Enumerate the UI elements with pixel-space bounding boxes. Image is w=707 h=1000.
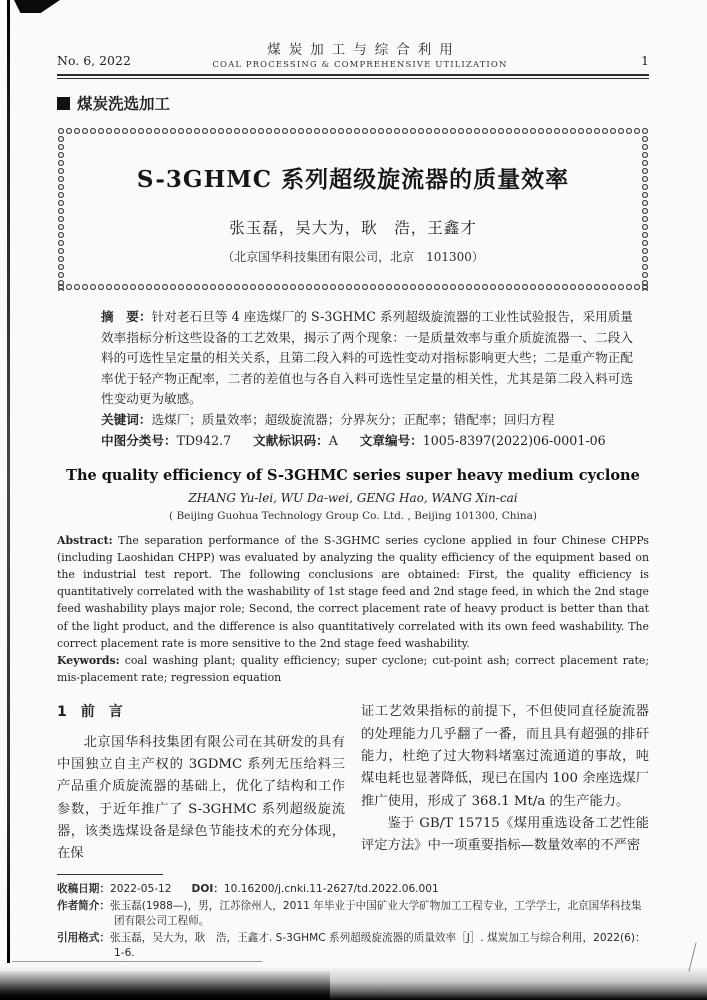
abstract-cn-label: 摘 要： <box>101 309 152 324</box>
keywords-en-text: coal washing plant; quality efficiency; super cyclone; cut-point ash; correct placement rate; mis-placement rate; regression equation <box>57 653 649 685</box>
abstract-en-text: The separation performance of the S-3GHMC series cyclone applied in four Chinese CHPPs (including Laoshidan CHPP) was evaluated by analyzing the quality efficiency of the equipment based on the industrial test report. The following conclusions are obtained: First, the quality efficiency is quantitatively correlated with the washability of 1st stage feed and 2nd stage feed, in which the 2nd stage feed washability plays major role; Second, the correct placement rate of heavy product is better than that of the light product, and the difference is also quantitatively correlated with its own feed washability. The correct placement rate is more sensitive to the 2nd stage feed washability. <box>57 533 649 650</box>
journal-title-cn: 煤炭加工与综合利用 <box>267 42 461 58</box>
right-column <box>361 701 649 865</box>
article-affiliation-cn: （北京国华科技集团有限公司，北京 101300） <box>222 250 484 264</box>
footnote-citation <box>57 931 649 962</box>
body-paragraph-right-2: 鉴于 GB/T 15715《煤用重选设备工艺性能评定方法》中一项重要指标—数量效率的不严密 <box>361 815 649 854</box>
abstract-cn-block <box>101 307 633 452</box>
bio-label: 作者简介： <box>57 899 110 912</box>
scan-artifact-bottom-left-shadow <box>0 970 330 1000</box>
doi-label: DOI： <box>191 883 224 896</box>
received-date: 2022-05-12 <box>109 883 172 896</box>
abstract-cn <box>101 307 633 410</box>
journal-header <box>57 38 649 70</box>
page-number: 1 <box>641 53 649 68</box>
footnote-received-doi <box>57 882 649 898</box>
footnotes <box>57 882 649 962</box>
journal-masthead <box>131 38 589 70</box>
scan-artifact-left-edge <box>7 0 10 963</box>
issue-number: No. 6, 2022 <box>57 53 131 68</box>
article-title-cn: S-3GHMC 系列超级旋流器的质量效率 <box>136 166 570 193</box>
section-label <box>57 92 649 114</box>
footnote-author-bio <box>57 899 649 930</box>
abstract-en-label: Abstract: <box>57 533 113 547</box>
clc-label: 中图分类号： <box>101 433 177 448</box>
article-id-label: 文章编号： <box>359 433 423 448</box>
title-box-border-right <box>641 127 649 291</box>
scan-artifact-bottom-line <box>12 961 262 962</box>
keywords-en-label: Keywords: <box>57 653 120 667</box>
citation-text: 张玉磊，吴大为，耿 浩，王鑫才. S-3GHMC 系列超级旋流器的质量效率［J］. 煤炭加工与综合利用，2022(6)：1-6. <box>109 931 646 960</box>
article-affiliation-en: ( Beijing Guohua Technology Group Co. Ltd. , Beijing 101300, China) <box>169 509 537 522</box>
clc-number: TD942.7 <box>176 433 232 448</box>
journal-title-en: COAL PROCESSING & COMPREHENSIVE UTILIZATION <box>212 60 508 70</box>
doc-code-label: 文献标识码： <box>253 433 329 448</box>
left-column <box>57 701 345 865</box>
abstract-cn-text: 针对老石旦等 4 座选煤厂的 S-3GHMC 系列超级旋流器的工业性试验报告，采用质量效率指标分析这些设备的工艺效果，揭示了两个现象：一是质量效率与重介质旋流器一、二段入料的可选性呈定量的相关关系，且第二段入料的可选性变动对指标影响更大些；二是重产物正配率优于轻产物正配率，二者的差值也与各自入料可选性呈定量的相关性，尤其是第二段入料可选性变动更为敏感。 <box>101 309 634 406</box>
body-paragraph-left: 北京国华科技集团有限公司在其研发的具有中国独立自主产权的 3GDMC 系列无压给料三产品重介质旋流器的基础上，优化了结构和工作参数，于近年推广了 S-3GHMC 系列超级旋流器，该类选煤设备是绿色节能技术的充分体现，在保 <box>57 734 345 862</box>
header-divider <box>57 74 649 79</box>
section1-heading: 1 前 言 <box>57 704 123 721</box>
citation-label: 引用格式： <box>57 931 110 944</box>
article-id: 1005-8397(2022)06-0001-06 <box>422 433 606 448</box>
doc-code: A <box>328 433 338 448</box>
keywords-cn-label: 关键词： <box>101 411 152 427</box>
received-label: 收稿日期： <box>57 883 110 896</box>
title-box-border-bottom <box>57 283 649 291</box>
section-label-text: 煤炭洗选加工 <box>77 95 171 113</box>
article-authors-cn: 张玉磊，吴大为，耿 浩，王鑫才 <box>229 219 477 237</box>
article-title-en: The quality efficiency of S-3GHMC series super heavy medium cyclone <box>66 466 640 484</box>
body-columns <box>57 701 649 865</box>
scan-artifact-top-corner <box>14 0 60 13</box>
section-marker-icon <box>57 97 70 110</box>
page-content <box>57 38 649 963</box>
keywords-cn-text: 选煤厂；质量效率；超级旋流器；分界灰分；正配率；错配率；回归方程 <box>151 411 555 427</box>
keywords-en <box>57 652 649 686</box>
abstract-en <box>57 532 649 652</box>
abstract-en-block <box>57 532 649 687</box>
doi-value: 10.16200/j.cnki.11-2627/td.2022.06.001 <box>223 883 439 896</box>
body-paragraph-right-1: 证工艺效果指标的前提下，不但使同直径旋流器的处理能力几乎翻了一番，而且具有超强的排矸能力，杜绝了过大物料堵塞过流通道的事故，吨煤电耗也显著降低，现已在国内 100 余座选煤厂推广使用，形成了 368.1 Mt/a 的生产能力。 <box>361 704 649 809</box>
footnote-divider <box>57 874 163 875</box>
title-box-border-left <box>57 127 65 291</box>
article-meta <box>101 431 633 452</box>
bio-text: 张玉磊(1988—)，男，江苏徐州人，2011 年毕业于中国矿业大学矿物加工工程专业，工学学士，北京国华科技集团有限公司工程师。 <box>109 899 642 928</box>
keywords-cn <box>101 410 633 431</box>
article-authors-en: ZHANG Yu-lei, WU Da-wei, GENG Hao, WANG Xin-cai <box>188 490 518 505</box>
title-box <box>57 127 649 291</box>
title-box-border-top <box>57 127 649 135</box>
